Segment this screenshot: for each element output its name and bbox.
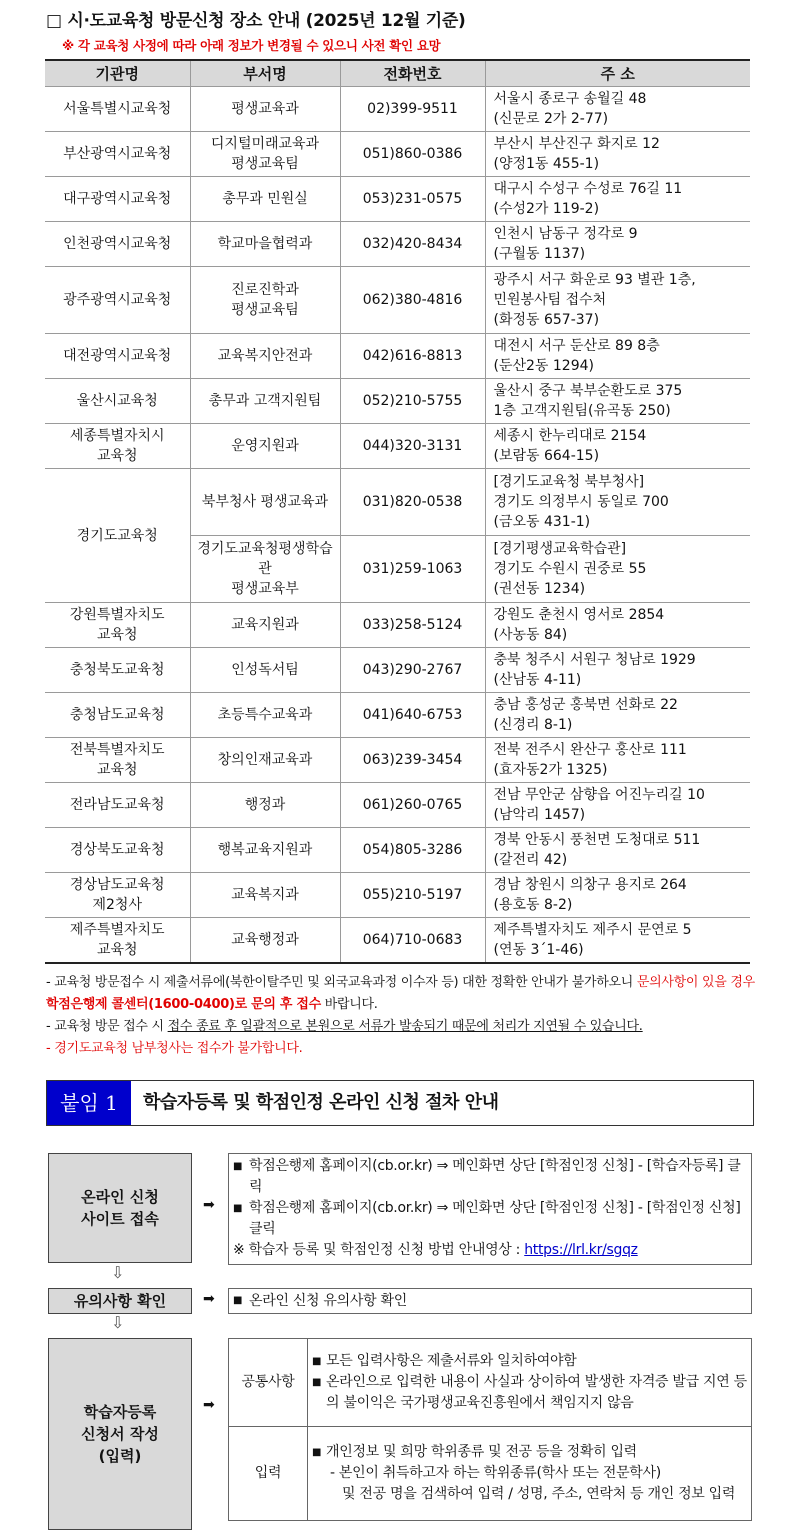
agency-cell: 제주특별자치도 교육청 — [45, 918, 190, 963]
note-3: - 경기도교육청 남부청사는 접수가 불가합니다. — [46, 1041, 303, 1056]
note-2-underline: 접수 종료 후 일괄적으로 본원으로 서류가 발송되기 때문에 처리가 지연될 수 있습니다. — [167, 1019, 643, 1034]
arrow-down-icon: ⇩ — [111, 1313, 125, 1332]
table-row — [229, 1339, 752, 1427]
address-cell: 울산시 중구 북부순환도로 375 1층 고객지원팀(유곡동 250) — [485, 379, 750, 424]
dept-cell: 총무과 민원실 — [190, 177, 340, 222]
table-row — [45, 603, 750, 648]
note-1-red: 문의사항이 있을 경우 — [636, 975, 755, 990]
table-row — [229, 1427, 752, 1521]
dept-cell: 초등특수교육과 — [190, 693, 340, 738]
phone-cell: 031)820-0538 — [340, 469, 485, 536]
dept-cell: 교육복지안전과 — [190, 334, 340, 379]
attachment-header — [46, 1080, 754, 1126]
dept-cell: 경기도교육청평생학습관 평생교육부 — [190, 536, 340, 603]
section-title: □ 시·도교육청 방문신청 장소 안내 (2025년 12월 기준) — [46, 11, 466, 31]
dept-cell: 행복교육지원과 — [190, 828, 340, 873]
table-row — [45, 222, 750, 267]
address-cell: 경북 안동시 풍천면 도청대로 511 (갈전리 42) — [485, 828, 750, 873]
list-item: ■ 온라인 신청 유의사항 확인 — [229, 1289, 751, 1313]
address-cell: 세종시 한누리대로 2154 (보람동 664-15) — [485, 424, 750, 469]
list-item: ■ 개인정보 및 희망 학위종류 및 전공 등을 정확히 입력 — [308, 1442, 747, 1463]
table-row — [45, 379, 750, 424]
list-item: ■ 온라인으로 입력한 내용이 사실과 상이하여 발생한 자격증 발급 지연 등의 불이익은 국가평생교육진흥원에서 책임지지 않음 — [308, 1372, 747, 1414]
dept-cell: 창의인재교육과 — [190, 738, 340, 783]
phone-cell: 032)420-8434 — [340, 222, 485, 267]
phone-cell: 064)710-0683 — [340, 918, 485, 963]
agency-cell: 전북특별자치도 교육청 — [45, 738, 190, 783]
table-body — [45, 87, 750, 963]
phone-cell: 061)260-0765 — [340, 783, 485, 828]
phone-cell: 054)805-3286 — [340, 828, 485, 873]
address-cell: 인천시 남동구 정각로 9 (구월동 1137) — [485, 222, 750, 267]
address-cell: 전남 무안군 삼향읍 어진누리길 10 (남악리 1457) — [485, 783, 750, 828]
common-label: 공통사항 — [229, 1339, 308, 1427]
address-cell: [경기평생교육학습관] 경기도 수원시 권중로 55 (권선동 1234) — [485, 536, 750, 603]
warning-note: ※ 각 교육청 사정에 따라 아래 정보가 변경될 수 있으니 사전 확인 요망 — [62, 38, 441, 53]
dept-cell: 운영지원과 — [190, 424, 340, 469]
agency-cell: 대전광역시교육청 — [45, 334, 190, 379]
address-cell: 충북 청주시 서원구 청남로 1929 (산남동 4-11) — [485, 648, 750, 693]
table-row — [45, 334, 750, 379]
address-cell: 대구시 수성구 수성로 76길 11 (수성2가 119-2) — [485, 177, 750, 222]
col-header-dept: 부서명 — [190, 60, 340, 87]
input-cell — [308, 1427, 752, 1521]
list-subitem: - 본인이 취득하고자 하는 학위종류(학사 또는 전문학사) — [330, 1465, 661, 1481]
input-label: 입력 — [229, 1427, 308, 1521]
agency-cell: 경기도교육청 — [45, 469, 190, 603]
table-row — [45, 469, 750, 536]
table-row — [45, 87, 750, 132]
table-row — [45, 918, 750, 963]
note-1-callcenter: 학점은행제 콜센터(1600-0400)로 문의 후 접수 — [46, 997, 321, 1012]
dept-cell: 교육지원과 — [190, 603, 340, 648]
agency-cell: 경상남도교육청 제2청사 — [45, 873, 190, 918]
phone-cell: 031)259-1063 — [340, 536, 485, 603]
agency-cell: 충청북도교육청 — [45, 648, 190, 693]
list-item: ■ 학점은행제 홈페이지(cb.or.kr) ⇒ 메인화면 상단 [학점인정 신청] - [학습자등록] 클릭 — [229, 1156, 751, 1198]
address-cell: 제주특별자치도 제주시 문연로 5 (연동 3´1-46) — [485, 918, 750, 963]
agency-cell: 서울특별시교육청 — [45, 87, 190, 132]
agency-cell: 광주광역시교육청 — [45, 267, 190, 334]
address-cell: 서울시 종로구 송월길 48 (신문로 2가 2-77) — [485, 87, 750, 132]
video-guide-label: ※ 학습자 등록 및 학점인정 신청 방법 안내영상 : — [233, 1242, 525, 1258]
agency-cell: 강원특별자치도 교육청 — [45, 603, 190, 648]
phone-cell: 033)258-5124 — [340, 603, 485, 648]
table-row — [45, 648, 750, 693]
phone-cell: 044)320-3131 — [340, 424, 485, 469]
agency-cell: 세종특별자치시 교육청 — [45, 424, 190, 469]
agency-cell: 인천광역시교육청 — [45, 222, 190, 267]
address-cell: 광주시 서구 화운로 93 별관 1층, 민원봉사팀 접수처 (화정동 657-37) — [485, 267, 750, 334]
col-header-agency: 기관명 — [45, 60, 190, 87]
table-row — [45, 738, 750, 783]
table-row — [45, 177, 750, 222]
step-site-access-detail — [228, 1153, 752, 1265]
notes — [46, 972, 756, 1060]
phone-cell: 055)210-5197 — [340, 873, 485, 918]
list-item: ■ 모든 입력사항은 제출서류와 일치하여야함 — [308, 1351, 747, 1372]
dept-cell: 교육복지과 — [190, 873, 340, 918]
common-cell — [308, 1339, 752, 1427]
note-1-text: - 교육청 방문접수 시 제출서류에(북한이탈주민 및 외국교육과정 이수자 등) 대한 정확한 안내가 불가하오니 — [46, 975, 637, 990]
table-row — [45, 267, 750, 334]
step-notice-check: 유의사항 확인 — [48, 1288, 192, 1314]
dept-cell: 진로진학과 평생교육팀 — [190, 267, 340, 334]
address-cell: [경기도교육청 북부청사] 경기도 의정부시 동일로 700 (금오동 431-1) — [485, 469, 750, 536]
arrow-right-icon: ➡ — [203, 1291, 215, 1307]
list-subitem: 및 전공 명을 검색하여 입력 / 성명, 주소, 연락처 등 개인 정보 입력 — [342, 1486, 736, 1502]
phone-cell: 052)210-5755 — [340, 379, 485, 424]
dept-cell: 디지털미래교육과 평생교육팀 — [190, 132, 340, 177]
table-row — [45, 693, 750, 738]
phone-cell: 053)231-0575 — [340, 177, 485, 222]
address-cell: 대전시 서구 둔산로 89 8층 (둔산2동 1294) — [485, 334, 750, 379]
registration-detail-table — [228, 1338, 752, 1521]
arrow-down-icon: ⇩ — [111, 1263, 125, 1282]
step-notice-detail — [228, 1288, 752, 1314]
video-guide-note — [229, 1240, 751, 1261]
agency-cell: 대구광역시교육청 — [45, 177, 190, 222]
arrow-right-icon: ➡ — [203, 1197, 215, 1213]
dept-cell: 인성독서팀 — [190, 648, 340, 693]
address-cell: 강원도 춘천시 영서로 2854 (사농동 84) — [485, 603, 750, 648]
address-cell: 전북 전주시 완산구 홍산로 111 (효자동2가 1325) — [485, 738, 750, 783]
table-row — [45, 783, 750, 828]
agency-cell: 울산시교육청 — [45, 379, 190, 424]
agency-cell: 충청남도교육청 — [45, 693, 190, 738]
agency-cell: 전라남도교육청 — [45, 783, 190, 828]
agency-table — [45, 59, 750, 964]
col-header-phone: 전화번호 — [340, 60, 485, 87]
dept-cell: 행정과 — [190, 783, 340, 828]
list-item: ■ 학점은행제 홈페이지(cb.or.kr) ⇒ 메인화면 상단 [학점인정 신청] - [학점인정 신청] 클릭 — [229, 1198, 751, 1240]
step-registration-form: 학습자등록 신청서 작성 (입력) — [48, 1338, 192, 1530]
phone-cell: 042)616-8813 — [340, 334, 485, 379]
note-2 — [46, 1016, 756, 1038]
phone-cell: 062)380-4816 — [340, 267, 485, 334]
dept-cell: 교육행정과 — [190, 918, 340, 963]
dept-cell: 학교마을협력과 — [190, 222, 340, 267]
note-2-text: - 교육청 방문 접수 시 — [46, 1019, 168, 1034]
address-cell: 충남 홍성군 홍북면 선화로 22 (신경리 8-1) — [485, 693, 750, 738]
col-header-address: 주 소 — [485, 60, 750, 87]
phone-cell: 043)290-2767 — [340, 648, 485, 693]
address-cell: 부산시 부산진구 화지로 12 (양정1동 455-1) — [485, 132, 750, 177]
dept-cell: 총무과 고객지원팀 — [190, 379, 340, 424]
agency-cell: 경상북도교육청 — [45, 828, 190, 873]
note-1-end: 바랍니다. — [320, 997, 378, 1012]
table-row — [45, 828, 750, 873]
attachment-title: 학습자등록 및 학점인정 온라인 신청 절차 안내 — [143, 1092, 499, 1113]
phone-cell: 041)640-6753 — [340, 693, 485, 738]
phone-cell: 02)399-9511 — [340, 87, 485, 132]
agency-cell: 부산광역시교육청 — [45, 132, 190, 177]
dept-cell: 평생교육과 — [190, 87, 340, 132]
attachment-tag: 붙임 1 — [47, 1081, 131, 1125]
arrow-right-icon: ➡ — [203, 1397, 215, 1413]
phone-cell: 051)860-0386 — [340, 132, 485, 177]
table-row — [45, 424, 750, 469]
address-cell: 경남 창원시 의창구 용지로 264 (용호동 8-2) — [485, 873, 750, 918]
dept-cell: 북부청사 평생교육과 — [190, 469, 340, 536]
table-row — [45, 132, 750, 177]
table-header-row — [45, 60, 750, 87]
table-row — [45, 873, 750, 918]
note-1 — [46, 972, 756, 1016]
step-site-access: 온라인 신청 사이트 접속 — [48, 1153, 192, 1263]
phone-cell: 063)239-3454 — [340, 738, 485, 783]
video-guide-link[interactable]: https://lrl.kr/sgqz — [524, 1242, 638, 1258]
